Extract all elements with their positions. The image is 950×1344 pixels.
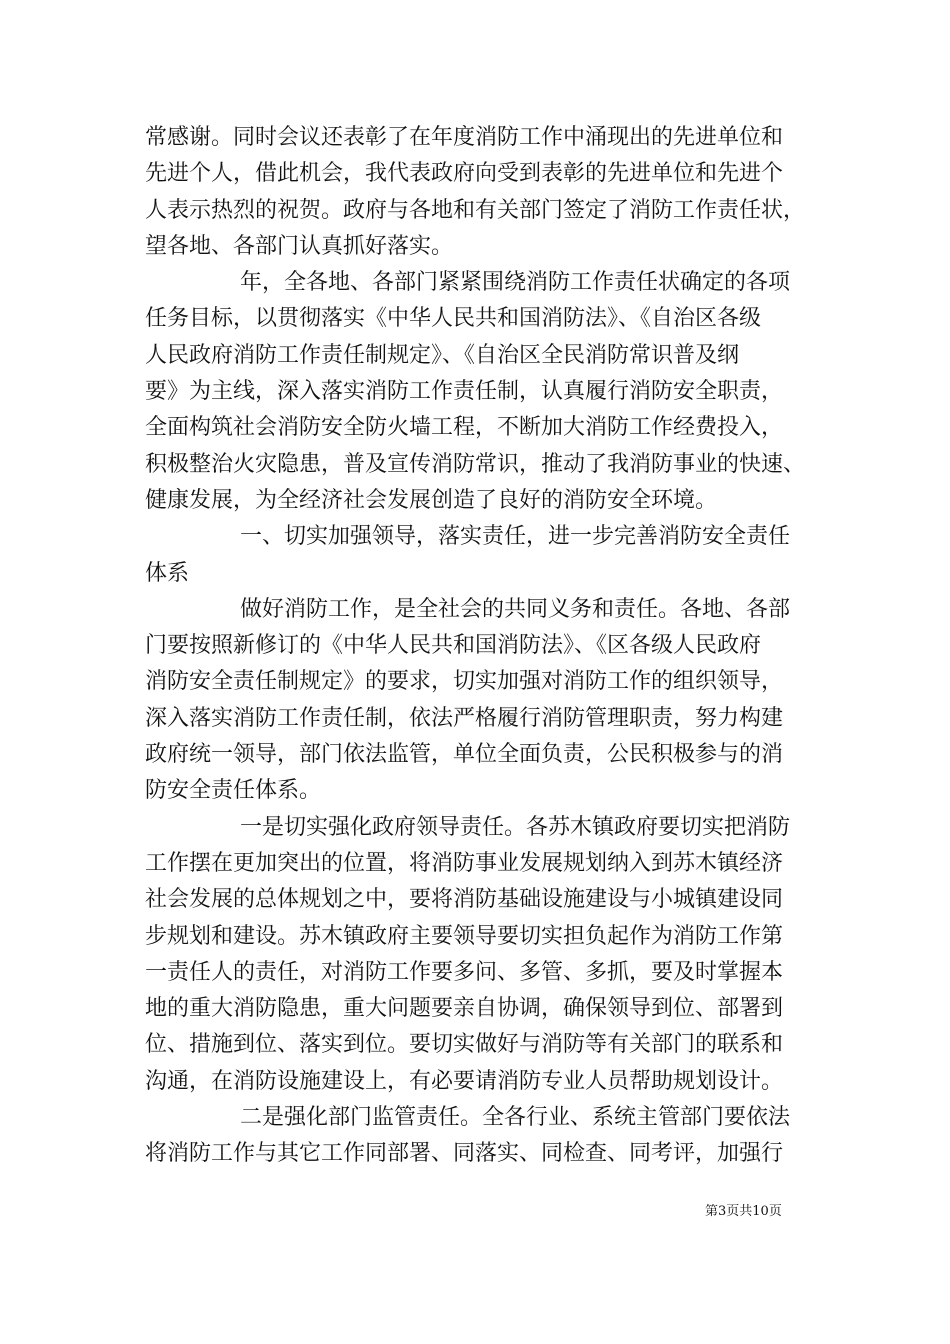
section-heading-line: 一、切实加强领导，落实责任，进一步完善消防安全责任 [240,524,791,550]
paragraph-start-line: 一是切实强化政府领导责任。各苏木镇政府要切实把消防 [240,814,791,840]
paragraph-start-line: 年，全各地、各部门紧紧围绕消防工作责任状确定的各项 [240,270,791,296]
text-line: 任务目标，以贯彻落实《中华人民共和国消防法》、《自治区各级 [145,306,762,332]
text-line: 先进个人，借此机会，我代表政府向受到表彰的先进单位和先进个 [145,161,784,187]
text-line: 常感谢。同时会议还表彰了在年度消防工作中涌现出的先进单位和 [145,125,784,150]
text-line: 一责任人的责任，对消防工作要多问、多管、多抓，要及时掌握本 [145,959,784,985]
text-line: 要》为主线，深入落实消防工作责任制，认真履行消防安全职责， [145,379,784,405]
paragraph-start-line: 做好消防工作，是全社会的共同义务和责任。各地、各部 [240,596,791,622]
page-number-footer: 第3页共10页 [705,1204,782,1219]
text-line: 位、措施到位、落实到位。要切实做好与消防等有关部门的联系和 [145,1032,784,1058]
text-line: 门要按照新修订的《中华人民共和国消防法》、《区各级人民政府 [145,633,762,659]
text-line: 政府统一领导，部门依法监管，单位全面负责，公民积极参与的消 [145,742,784,768]
text-line: 深入落实消防工作责任制，依法严格履行消防管理职责，努力构建 [145,705,784,731]
text-line: 积极整治火灾隐患，普及宣传消防常识，推动了我消防事业的快速、 [145,451,806,477]
text-line: 沟通，在消防设施建设上，有必要请消防专业人员帮助规划设计。 [145,1068,784,1094]
text-line: 步规划和建设。苏木镇政府主要领导要切实担负起作为消防工作第 [145,923,784,949]
text-line: 工作摆在更加突出的位置，将消防事业发展规划纳入到苏木镇经济 [145,850,784,876]
text-line: 社会发展的总体规划之中，要将消防基础设施建设与小城镇建设同 [145,887,784,913]
text-line: 防安全责任体系。 [145,778,322,804]
text-line: 人民政府消防工作责任制规定》、《自治区全民消防常识普及纲 [145,342,740,368]
text-line: 消防安全责任制规定》的要求，切实加强对消防工作的组织领导， [145,669,784,695]
text-line: 地的重大消防隐患，重大问题要亲自协调，确保领导到位、部署到 [145,996,784,1022]
text-line: 将消防工作与其它工作同部署、同落实、同检查、同考评，加强行 [145,1141,784,1167]
text-line: 健康发展，为全经济社会发展创造了良好的消防安全环境。 [145,487,718,513]
document-body [145,120,810,1173]
text-line: 望各地、各部门认真抓好落实。 [145,233,454,259]
section-heading-line: 体系 [145,560,190,586]
text-line: 全面构筑社会消防安全防火墙工程，不断加大消防工作经费投入， [145,415,784,441]
text-line: 人表示热烈的祝贺。政府与各地和有关部门签定了消防工作责任状， [145,197,806,223]
paragraph-start-line: 二是强化部门监管责任。全各行业、系统主管部门要依法 [240,1105,791,1131]
